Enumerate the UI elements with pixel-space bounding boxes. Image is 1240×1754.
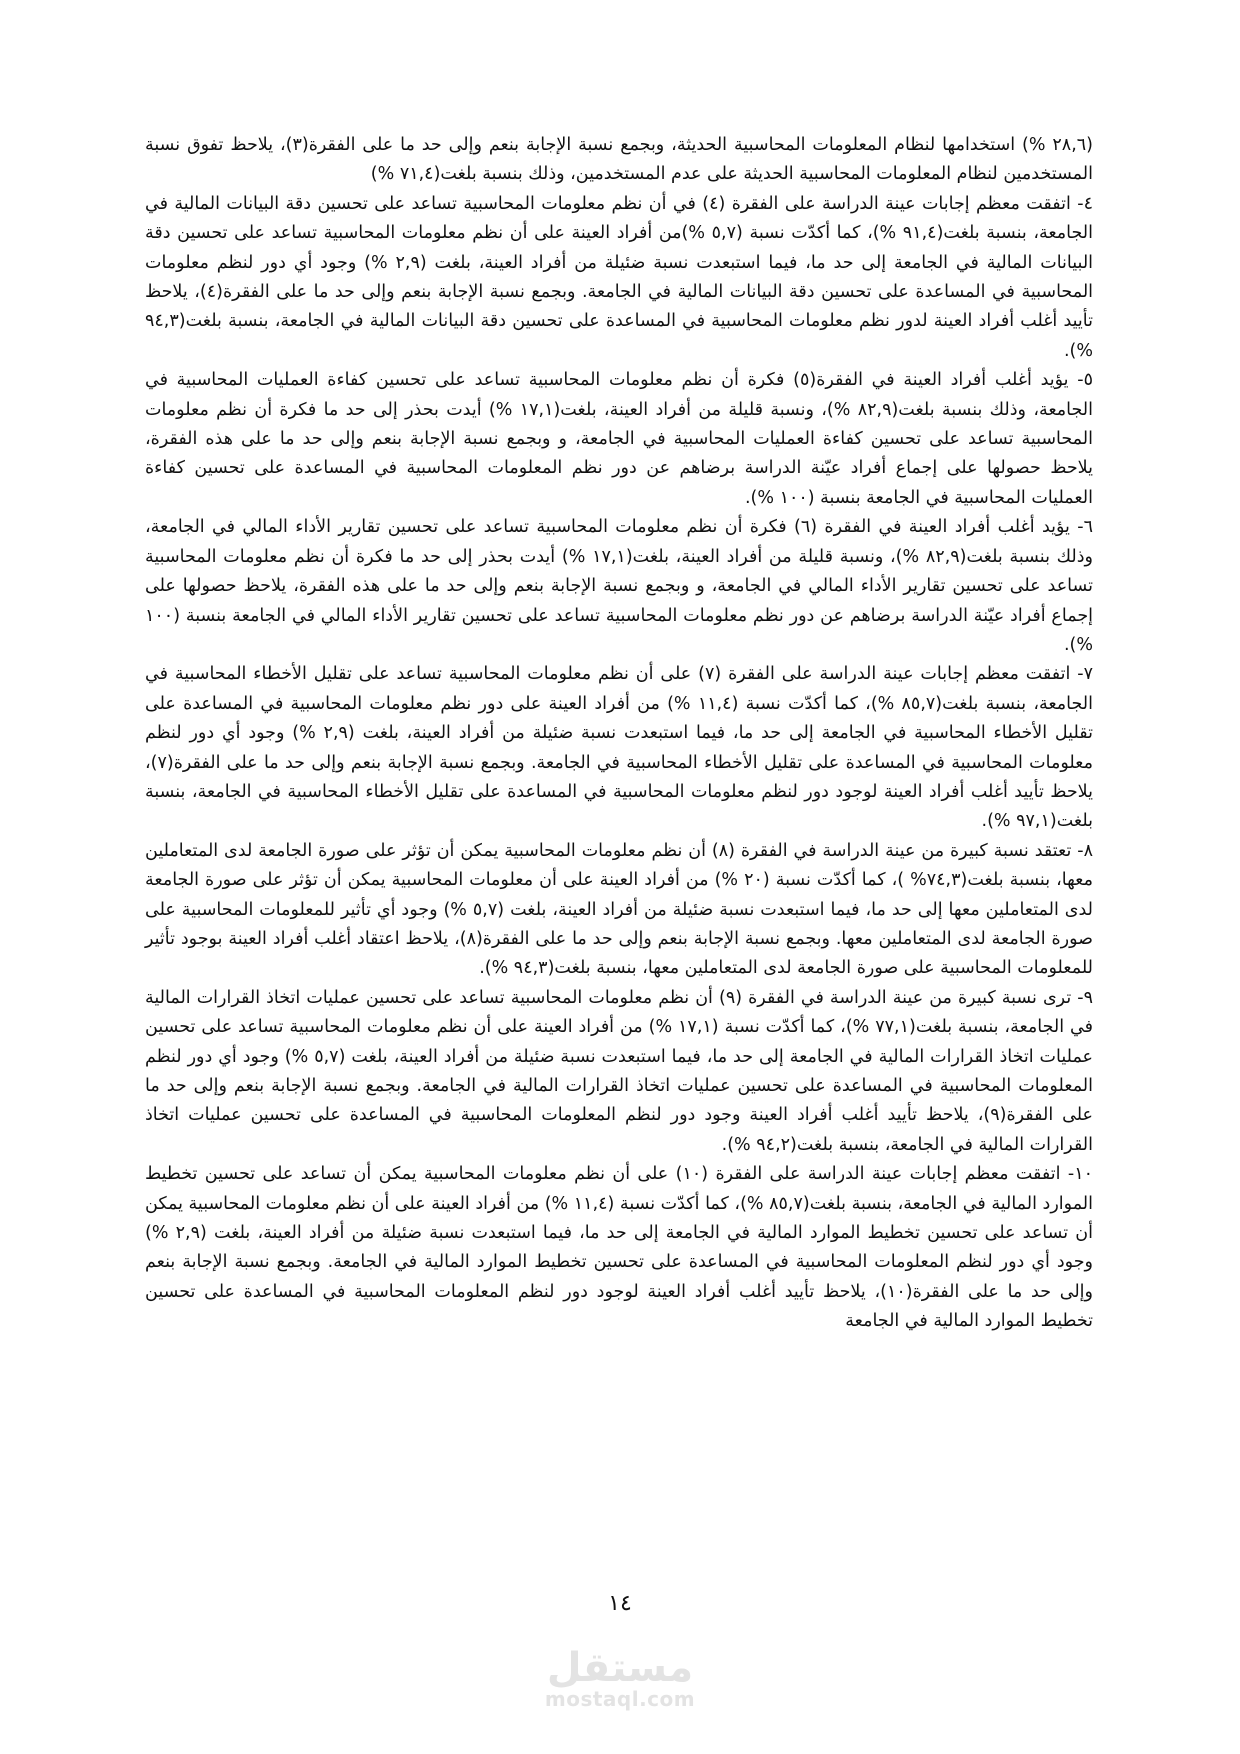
watermark-logo xyxy=(540,1645,700,1711)
paragraph-item-8: ٨- تعتقد نسبة كبيرة من عينة الدراسة في الفقرة (٨) أن نظم معلومات المحاسبية يمكن أن تؤثر على صورة الجامعة لدى المتعاملين معها، بنسبة بلغت(٧٤,٣% )، كما أكدّت نسبة (٢٠ %) من أفراد العينة على أن معلومات المحاسبية يمكن أن تؤثر على صورة الجامعة لدى المتعاملين معها إلى حد ما، فيما استبعدت نسبة ضئيلة من أفراد العينة، بلغت (٥,٧ %) وجود أي تأثير للمعلومات المحاسبية على صورة الجامعة لدى المتعاملين معها. وبجمع نسبة الإجابة بنعم وإلى حد ما على الفقرة(٨)، يلاحظ اعتقاد أغلب أفراد العينة بوجود تأثير للمعلومات المحاسبية على صورة الجامعة لدى المتعاملين معها، بنسبة بلغت(٩٤,٣ %). xyxy=(145,840,1093,979)
watermark-latin-text: mostaql.com xyxy=(544,1687,696,1711)
document-body xyxy=(145,131,1093,1337)
paragraph-item-4: ٤- اتفقت معظم إجابات عينة الدراسة على الفقرة (٤) في أن نظم معلومات المحاسبية تساعد على تحسين دقة البيانات المالية في الجامعة، بنسبة بلغت(٩١,٤ %)، كما أكدّت نسبة (٥,٧ %)من أفراد العينة على أن نظم معلومات المحاسبية تساعد على تحسين دقة البيانات المالية في الجامعة إلى حد ما، فيما استبعدت نسبة ضئيلة من أفراد العينة، بلغت (٢,٩ %) وجود أي دور لنظم معلومات المحاسبية في المساعدة على تحسين دقة البيانات المالية في الجامعة. وبجمع نسبة الإجابة بنعم وإلى حد ما على الفقرة(٤)، يلاحظ تأييد أغلب أفراد العينة لدور نظم معلومات المحاسبية في المساعدة على تحسين دقة البيانات المالية في الجامعة، بنسبة بلغت(٩٤,٣ %). xyxy=(145,193,1094,361)
paragraph-item-7: ٧- اتفقت معظم إجابات عينة الدراسة على الفقرة (٧) على أن نظم معلومات المحاسبية تساعد على تقليل الأخطاء المحاسبية في الجامعة، بنسبة بلغت(٨٥,٧ %)، كما أكدّت نسبة (١١,٤ %) من أفراد العينة على دور نظم معلومات المحاسبية في المساعدة على تقليل الأخطاء المحاسبية في الجامعة إلى حد ما، فيما استبعدت نسبة ضئيلة من أفراد العينة، بلغت (٢,٩ %) وجود أي دور لنظم معلومات المحاسبية في المساعدة على تقليل الأخطاء المحاسبية في الجامعة. وبجمع نسبة الإجابة بنعم وإلى حد ما على الفقرة(٧)، يلاحظ تأييد أغلب أفراد العينة لوجود دور لنظم معلومات المحاسبية في المساعدة على تقليل الأخطاء المحاسبية في الجامعة، بنسبة بلغت(٩٧,١ %). xyxy=(145,664,1093,832)
paragraph-item-9: ٩- ترى نسبة كبيرة من عينة الدراسة في الفقرة (٩) أن نظم معلومات المحاسبية تساعد على تحسين عمليات اتخاذ القرارات المالية في الجامعة، بنسبة بلغت(٧٧,١ %)، كما أكدّت نسبة (١٧,١ %) من أفراد العينة على أن نظم معلومات المحاسبية تساعد على تحسين عمليات اتخاذ القرارات المالية في الجامعة إلى حد ما، فيما استبعدت نسبة ضئيلة من أفراد العينة، بلغت (٥,٧ %) وجود أي دور لنظم المعلومات المحاسبية في المساعدة على تحسين عمليات اتخاذ القرارات المالية في الجامعة. وبجمع نسبة الإجابة بنعم وإلى حد ما على الفقرة(٩)، يلاحظ تأييد أغلب أفراد العينة وجود دور لنظم المعلومات المحاسبية في المساعدة على تحسين عمليات اتخاذ القرارات المالية في الجامعة، بنسبة بلغت(٩٤,٢ %). xyxy=(145,987,1094,1155)
watermark-arabic-text: مستقل xyxy=(546,1645,694,1691)
page-number: ١٤ xyxy=(608,1591,632,1616)
paragraph-item-5: ٥- يؤيد أغلب أفراد العينة في الفقرة(٥) فكرة أن نظم معلومات المحاسبية تساعد على تحسين كفاءة العمليات المحاسبية في الجامعة، وذلك بنسبة بلغت(٨٢,٩ %)، ونسبة قليلة من أفراد العينة، بلغت(١٧,١ %) أيدت بحذر إلى حد ما فكرة أن نظم معلومات المحاسبية تساعد على تحسين كفاءة العمليات المحاسبية في الجامعة، و وبجمع نسبة الإجابة بنعم وإلى حد ما على هذه الفقرة، يلاحظ حصولها على إجماع أفراد عيّنة الدراسة برضاهم عن دور نظم المعلومات المحاسبية في المساعدة على تحسين كفاءة العمليات المحاسبية في الجامعة بنسبة (١٠٠ %). xyxy=(145,370,1093,508)
paragraph-item-6: ٦- يؤيد أغلب أفراد العينة في الفقرة (٦) فكرة أن نظم معلومات المحاسبية تساعد على تحسين تقارير الأداء المالي في الجامعة، وذلك بنسبة بلغت(٨٢,٩ %)، ونسبة قليلة من أفراد العينة، بلغت(١٧,١ %) أيدت بحذر إلى حد ما فكرة أن نظم معلومات المحاسبية تساعد على تحسين تقارير الأداء المالي في الجامعة، و وبجمع نسبة الإجابة بنعم وإلى حد ما على هذه الفقرة، يلاحظ حصولها على إجماع أفراد عيّنة الدراسة برضاهم عن دور نظم معلومات المحاسبية تساعد على تحسين تقارير الأداء المالي في الجامعة بنسبة (١٠٠ %). xyxy=(145,517,1094,655)
paragraph-item-3-continuation: (٢٨,٦ %) استخدامها لنظام المعلومات المحاسبية الحديثة، وبجمع نسبة الإجابة بنعم وإلى حد ما على الفقرة(٣)، يلاحظ تفوق نسبة المستخدمين لنظام المعلومات المحاسبية الحديثة على عدم المستخدمين، وذلك بنسبة بلغت(٧١,٤ %) xyxy=(145,135,1093,185)
paragraph-item-10: ١٠- اتفقت معظم إجابات عينة الدراسة على الفقرة (١٠) على أن نظم معلومات المحاسبية يمكن أن تساعد على تحسين تخطيط الموارد المالية في الجامعة، بنسبة بلغت(٨٥,٧ %)، كما أكدّت نسبة (١١,٤ %) من أفراد العينة على أن نظم معلومات المحاسبية يمكن أن تساعد على تحسين تخطيط الموارد المالية في الجامعة إلى حد ما، فيما استبعدت نسبة ضئيلة من أفراد العينة، بلغت (٢,٩ %) وجود أي دور لنظم المعلومات المحاسبية في المساعدة على تحسين تخطيط الموارد المالية في الجامعة. وبجمع نسبة الإجابة بنعم وإلى حد ما على الفقرة(١٠)، يلاحظ تأييد أغلب أفراد العينة لوجود دور لنظم المعلومات المحاسبية في المساعدة على تحسين تخطيط الموارد المالية في الجامعة xyxy=(145,1164,1094,1332)
